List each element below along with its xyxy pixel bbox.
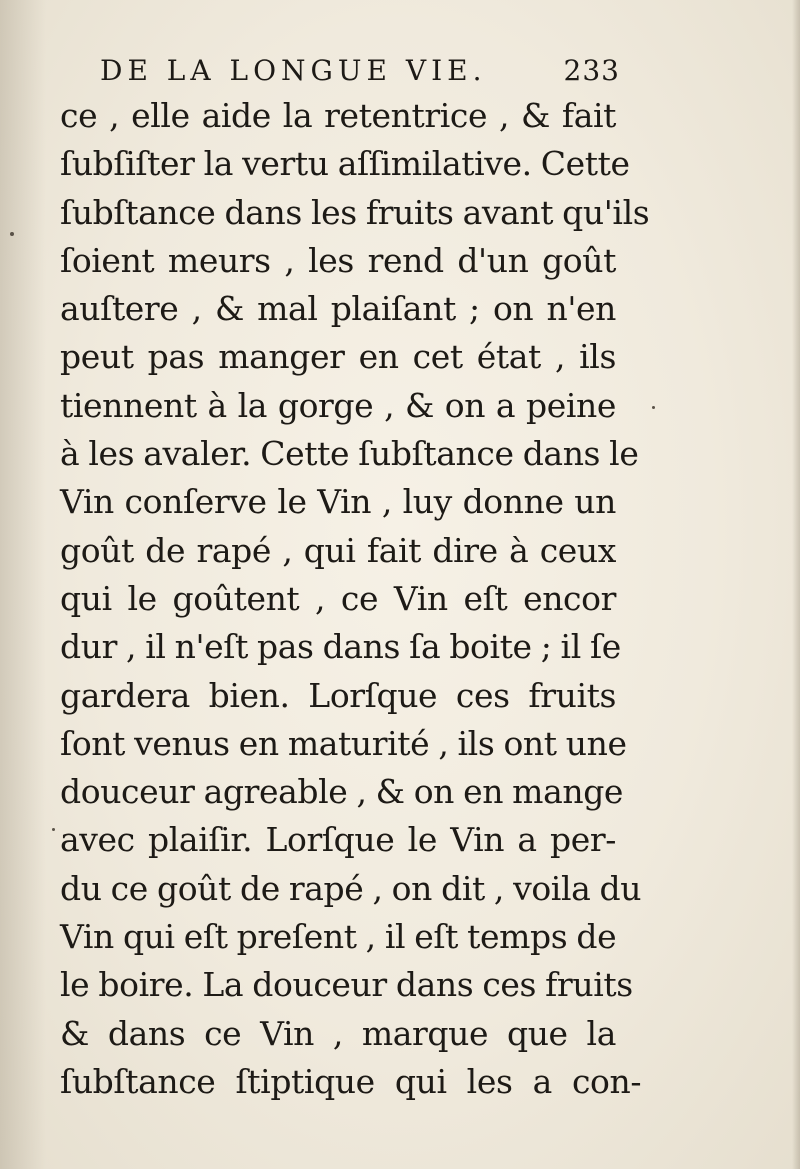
text-line: ſubſtance ſtiptique qui les a con- xyxy=(60,1061,642,1101)
text-line: Vin conſerve le Vin , luy donne un xyxy=(60,482,616,522)
text-line: du ce goût de rapé , on dit , voila du xyxy=(60,868,642,908)
text-line: ſoient meurs , les rend d'un goût xyxy=(60,240,616,280)
page-edge xyxy=(792,0,800,1169)
page-number: 233 xyxy=(563,54,620,87)
text-line: qui le goûtent , ce Vin eſt encor xyxy=(60,578,616,618)
running-head-title: DE LA LONGUE VIE. xyxy=(100,54,487,87)
text-line: avec plaiſir. Lorſque le Vin a per- xyxy=(60,820,616,860)
body-text xyxy=(60,92,650,1106)
text-line: douceur agreable , & on en mange xyxy=(60,772,624,812)
binding-shadow xyxy=(0,0,46,1169)
text-line: le boire. La douceur dans ces fruits xyxy=(60,965,633,1005)
text-line: à les avaler. Cette ſubſtance dans le xyxy=(60,434,639,474)
text-line: goût de rapé , qui fait dire à ceux xyxy=(60,530,616,570)
text-line: ce , elle aide la retentrice , & fait xyxy=(60,96,616,135)
text-line: Vin qui eſt preſent , il eſt temps de xyxy=(60,917,617,957)
paper-speck xyxy=(652,406,655,409)
text-line: dur , il n'eſt pas dans ſa boite ; il ſe xyxy=(60,627,621,667)
text-line: ſubſtance dans les fruits avant qu'ils xyxy=(60,192,650,232)
text-line: gardera bien. Lorſque ces fruits xyxy=(60,675,616,715)
paper-speck xyxy=(10,232,14,236)
text-line: auſtere , & mal plaiſant ; on n'en xyxy=(60,289,616,329)
text-line: & dans ce Vin , marque que la xyxy=(60,1013,616,1053)
text-line: ſont venus en maturité , ils ont une xyxy=(60,723,627,763)
text-line: peut pas manger en cet état , ils xyxy=(60,337,616,377)
paper-speck xyxy=(52,828,55,831)
text-line: tiennent à la gorge , & on a peine xyxy=(60,385,616,425)
text-line: ſubſiſter la vertu aſſimilative. Cette xyxy=(60,144,630,184)
